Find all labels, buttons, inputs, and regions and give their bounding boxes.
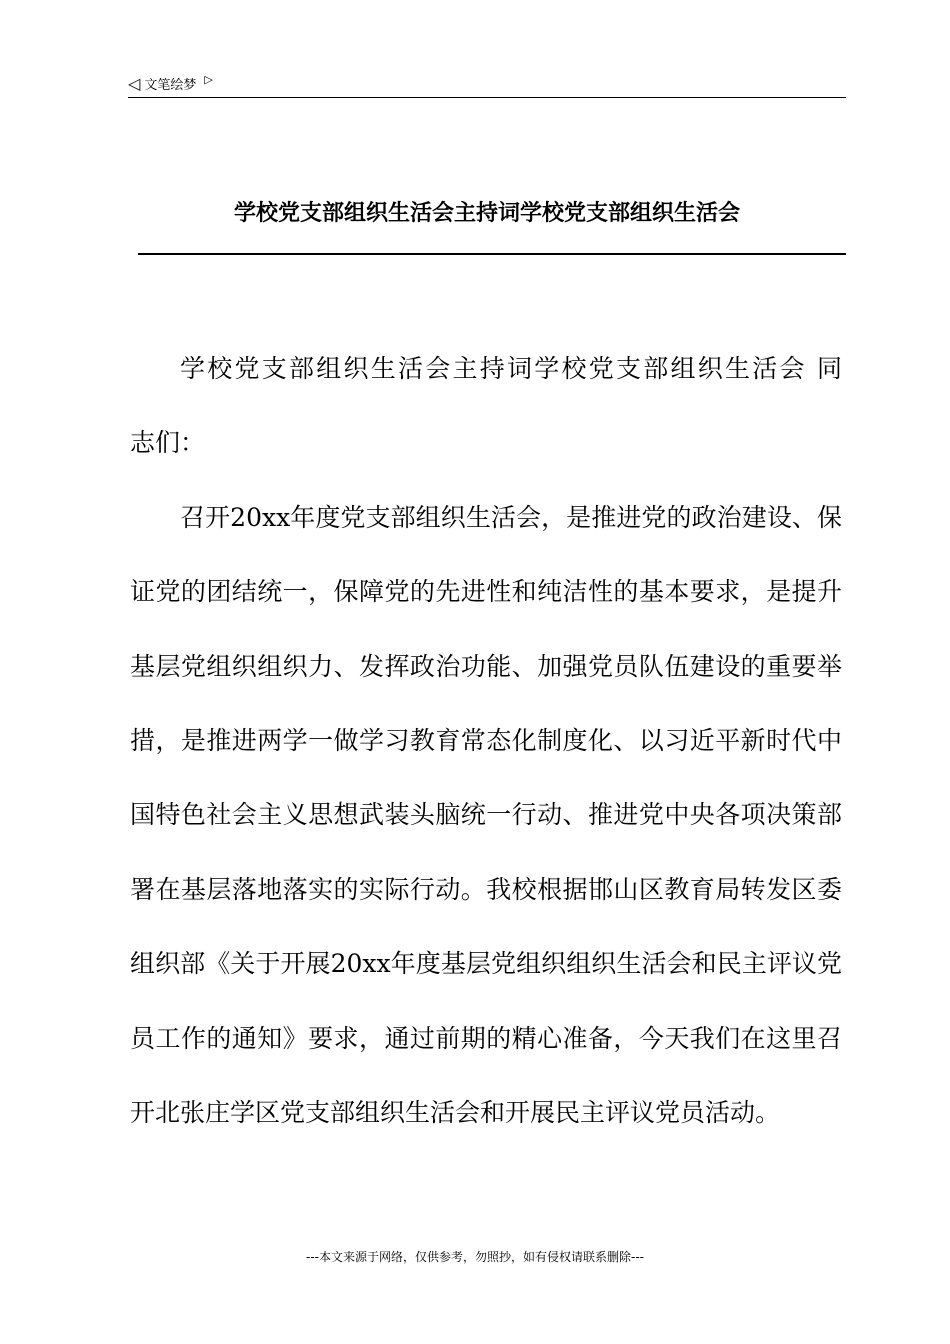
triangle-right-icon: ▷ [204,73,213,86]
page-footer: ---本文来源于网络，仅供参考，勿照抄，如有侵权请联系删除--- [306,1250,644,1264]
intro-trail: 同 [816,354,842,383]
triangle-left-icon: ◁ [128,74,141,93]
document-title: 学校党支部组织生活会主持词学校党支部组织生活会 [233,201,740,226]
header-text: 文笔绘梦 [144,78,197,93]
intro-lead: 学校党支部组织生活会主持词学校党支部组织生活会 [180,354,807,383]
page-header [128,74,213,93]
main-paragraph: 召开20xx年度党支部组织生活会，是推进党的政治建设、保证党的团结统一，保障党的先进性和纯洁性的基本要求，是提升基层党组织组织力、发挥政治功能、加强党员队伍建设的重要举措，是推进两学一做学习教育常态化制度化、以习近平新时代中国特色社会主义思想武装头脑统一行动、推进党中央各项决策部署在基层落地落实的实际行动。我校根据邯山区教育局转发区委组织部《关于开展20xx年度基层党组织组织生活会和民主评议党员工作的通知》要求，通过前期的精心准备，今天我们在这里召开北张庄学区党支部组织生活会和开展民主评议党员活动。 [130,502,842,1128]
header-divider [128,97,846,98]
document-body [130,332,842,1150]
title-divider [138,253,846,255]
greeting-line: 志们： [130,428,206,458]
intro-line [130,332,842,406]
